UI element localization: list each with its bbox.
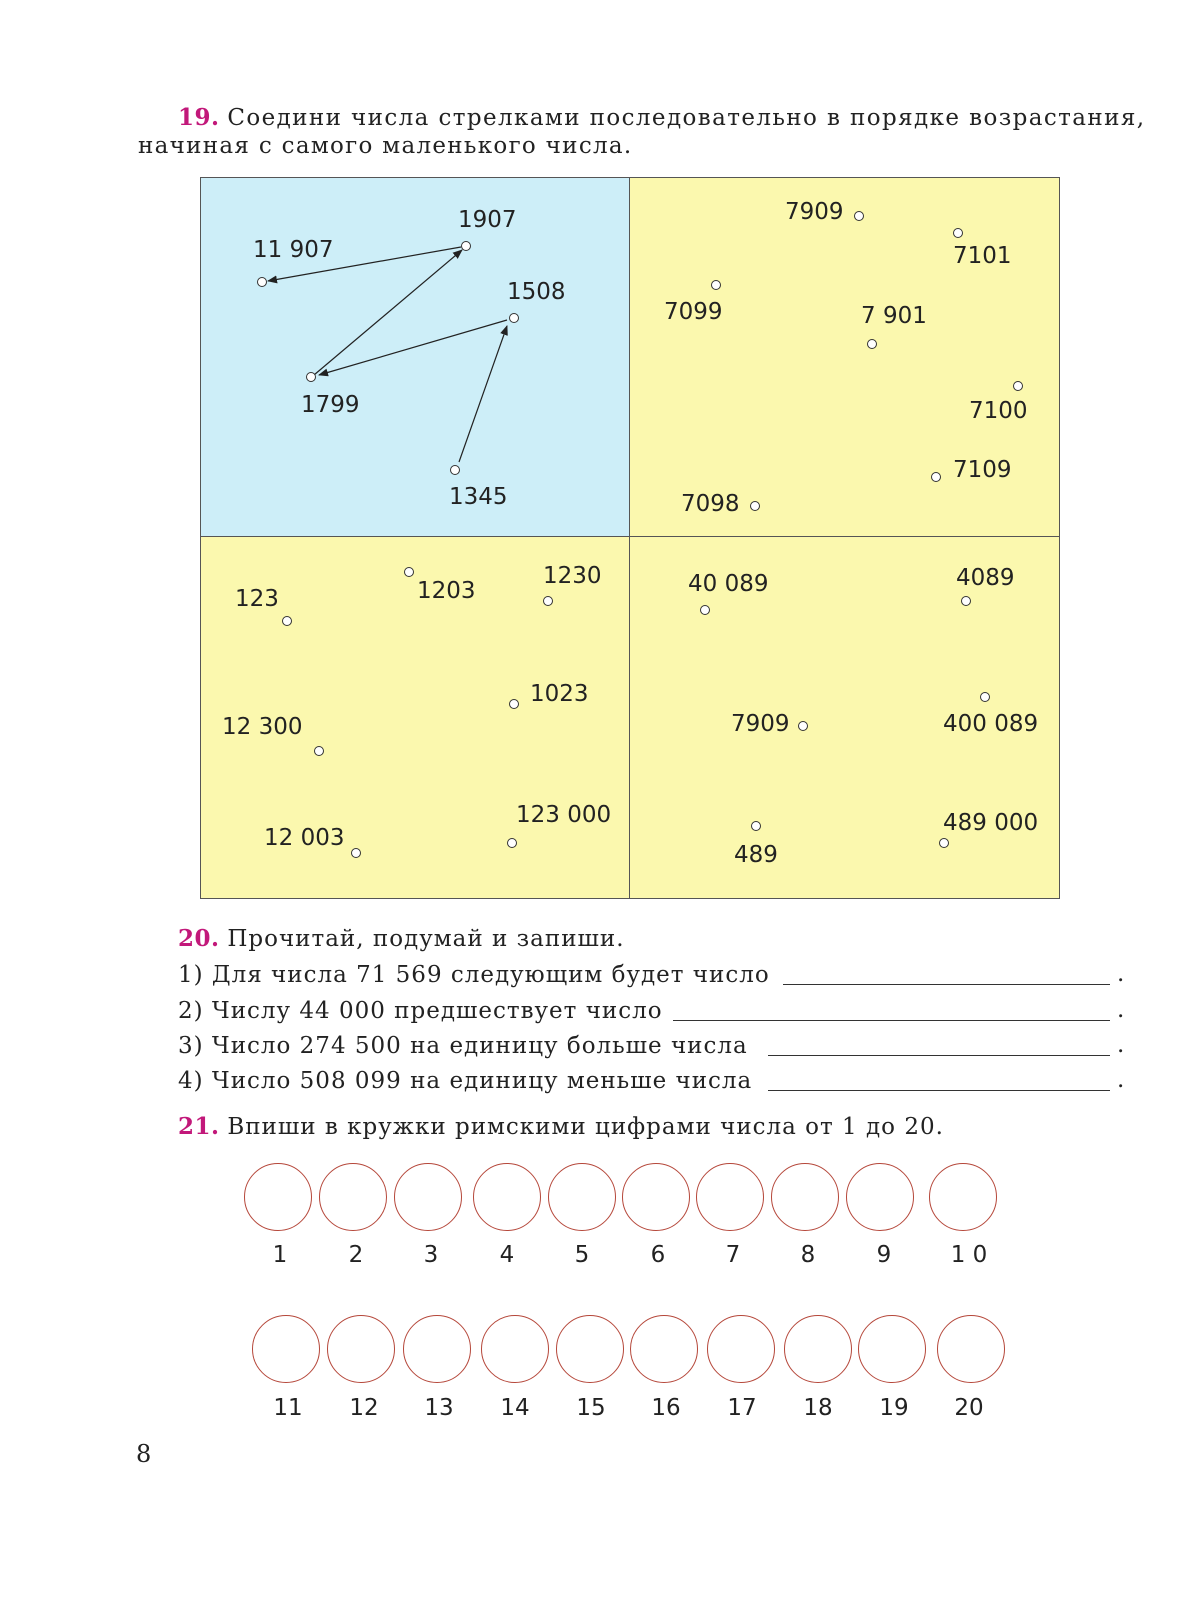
roman-label-7: 7 <box>725 1242 741 1268</box>
q3-label-1230: 1230 <box>543 563 602 589</box>
roman-circle-5[interactable] <box>548 1163 616 1231</box>
roman-label-3: 3 <box>423 1242 439 1268</box>
q2-dot-7099[interactable] <box>711 280 721 290</box>
ex20-answer-3[interactable] <box>768 1055 1110 1056</box>
roman-label-13: 13 <box>424 1395 454 1421</box>
q2-dot-7100[interactable] <box>1013 381 1023 391</box>
roman-circle-11[interactable] <box>252 1315 320 1383</box>
roman-label-6: 6 <box>650 1242 666 1268</box>
q4-dot-40089[interactable] <box>700 605 710 615</box>
ex20-period-1: . <box>1117 961 1125 987</box>
ex20-item-1: 1) Для числа 71 569 следующим будет число <box>178 962 770 988</box>
roman-circle-16[interactable] <box>630 1315 698 1383</box>
ex20-answer-2[interactable] <box>673 1020 1110 1021</box>
q4-dot-489[interactable] <box>751 821 761 831</box>
ex20-number: 20. <box>178 925 220 952</box>
q2-dot-7109[interactable] <box>931 472 941 482</box>
roman-circle-6[interactable] <box>622 1163 690 1231</box>
q2-dot-7098[interactable] <box>750 501 760 511</box>
q2-label-7901: 7 901 <box>861 303 927 329</box>
q4-dot-4089[interactable] <box>961 596 971 606</box>
q2-dot-7901[interactable] <box>867 339 877 349</box>
q2-label-7109: 7109 <box>953 457 1012 483</box>
q3-dot-123[interactable] <box>282 616 292 626</box>
roman-label-1: 1 <box>272 1242 288 1268</box>
ex20-heading <box>178 925 625 953</box>
roman-circle-3[interactable] <box>394 1163 462 1231</box>
roman-label-15: 15 <box>576 1395 606 1421</box>
q4-label-4089: 4089 <box>956 565 1015 591</box>
roman-label-17: 17 <box>727 1395 757 1421</box>
q1-dot-1508[interactable] <box>509 313 519 323</box>
roman-circle-8[interactable] <box>771 1163 839 1231</box>
roman-circle-19[interactable] <box>858 1315 926 1383</box>
roman-label-4: 4 <box>499 1242 515 1268</box>
q2-label-7099: 7099 <box>664 299 723 325</box>
q3-dot-1230[interactable] <box>543 596 553 606</box>
roman-label-19: 19 <box>879 1395 909 1421</box>
q4-label-489000: 489 000 <box>943 810 1039 836</box>
q3-dot-1203[interactable] <box>404 567 414 577</box>
roman-circle-9[interactable] <box>846 1163 914 1231</box>
roman-label-20: 20 <box>954 1395 984 1421</box>
q2-label-7909: 7909 <box>785 199 844 225</box>
roman-label-8: 8 <box>800 1242 816 1268</box>
q1-dot-1345[interactable] <box>450 465 460 475</box>
ex20-answer-1[interactable] <box>783 984 1110 985</box>
ex20-item-3: 3) Число 274 500 на единицу больше числа <box>178 1033 748 1059</box>
ex19-text-line2: начиная с самого маленького числа. <box>138 133 633 159</box>
q3-label-123: 123 <box>235 586 279 612</box>
q1-label-11907: 11 907 <box>253 237 334 263</box>
q4-dot-489000[interactable] <box>939 838 949 848</box>
q3-label-12003: 12 003 <box>264 825 345 851</box>
roman-circle-18[interactable] <box>784 1315 852 1383</box>
q4-label-7909: 7909 <box>731 711 790 737</box>
arrow-1345-to-1508 <box>459 326 507 462</box>
q1-dot-1907[interactable] <box>461 241 471 251</box>
q3-dot-12300[interactable] <box>314 746 324 756</box>
roman-label-10: 1 0 <box>950 1242 988 1268</box>
q1-dot-1799[interactable] <box>306 372 316 382</box>
q3-label-1203: 1203 <box>417 578 476 604</box>
roman-label-2: 2 <box>348 1242 364 1268</box>
ex20-title: Прочитай, подумай и запиши. <box>227 926 625 952</box>
q3-dot-12003[interactable] <box>351 848 361 858</box>
q3-label-1023: 1023 <box>530 681 589 707</box>
ex20-period-4: . <box>1117 1067 1125 1093</box>
roman-circle-1[interactable] <box>244 1163 312 1231</box>
roman-label-14: 14 <box>500 1395 530 1421</box>
roman-circle-12[interactable] <box>327 1315 395 1383</box>
q2-label-7098: 7098 <box>681 491 740 517</box>
roman-circle-15[interactable] <box>556 1315 624 1383</box>
roman-circle-4[interactable] <box>473 1163 541 1231</box>
roman-label-16: 16 <box>651 1395 681 1421</box>
ex20-answer-4[interactable] <box>768 1090 1110 1091</box>
q1-label-1508: 1508 <box>507 279 566 305</box>
ex21-number: 21. <box>178 1113 220 1140</box>
roman-label-11: 11 <box>273 1395 303 1421</box>
roman-circle-20[interactable] <box>937 1315 1005 1383</box>
roman-circle-13[interactable] <box>403 1315 471 1383</box>
q4-dot-400089[interactable] <box>980 692 990 702</box>
q2-label-7101: 7101 <box>953 243 1012 269</box>
roman-circle-14[interactable] <box>481 1315 549 1383</box>
q4-label-40089: 40 089 <box>688 571 769 597</box>
ex21-title: Впиши в кружки римскими цифрами числа от 1 до 20. <box>227 1114 944 1140</box>
q2-dot-7101[interactable] <box>953 228 963 238</box>
roman-circle-2[interactable] <box>319 1163 387 1231</box>
ex19-text-line1: Соедини числа стрелками последовательно в порядке возрастания, <box>227 105 1146 131</box>
ex20-period-2: . <box>1117 997 1125 1023</box>
q3-label-12300: 12 300 <box>222 714 303 740</box>
roman-circle-7[interactable] <box>696 1163 764 1231</box>
q2-label-7100: 7100 <box>969 398 1028 424</box>
roman-circle-10[interactable] <box>929 1163 997 1231</box>
q1-label-1799: 1799 <box>301 392 360 418</box>
ex21-heading <box>178 1113 944 1141</box>
roman-label-9: 9 <box>876 1242 892 1268</box>
page-number: 8 <box>136 1440 152 1468</box>
q3-label-123000: 123 000 <box>516 802 612 828</box>
q4-label-400089: 400 089 <box>943 711 1039 737</box>
ex19-number: 19. <box>178 104 220 131</box>
q1-label-1345: 1345 <box>449 484 508 510</box>
roman-label-5: 5 <box>574 1242 590 1268</box>
q3-dot-123000[interactable] <box>507 838 517 848</box>
q4-label-489: 489 <box>734 842 778 868</box>
roman-circle-17[interactable] <box>707 1315 775 1383</box>
roman-label-18: 18 <box>803 1395 833 1421</box>
roman-label-12: 12 <box>349 1395 379 1421</box>
q1-dot-11907[interactable] <box>257 277 267 287</box>
q1-label-1907: 1907 <box>458 207 517 233</box>
ex20-item-4: 4) Число 508 099 на единицу меньше числа <box>178 1068 753 1094</box>
q3-dot-1023[interactable] <box>509 699 519 709</box>
q4-dot-7909[interactable] <box>798 721 808 731</box>
ex20-item-2: 2) Числу 44 000 предшествует число <box>178 998 663 1024</box>
ex20-period-3: . <box>1117 1032 1125 1058</box>
q2-dot-7909[interactable] <box>854 211 864 221</box>
